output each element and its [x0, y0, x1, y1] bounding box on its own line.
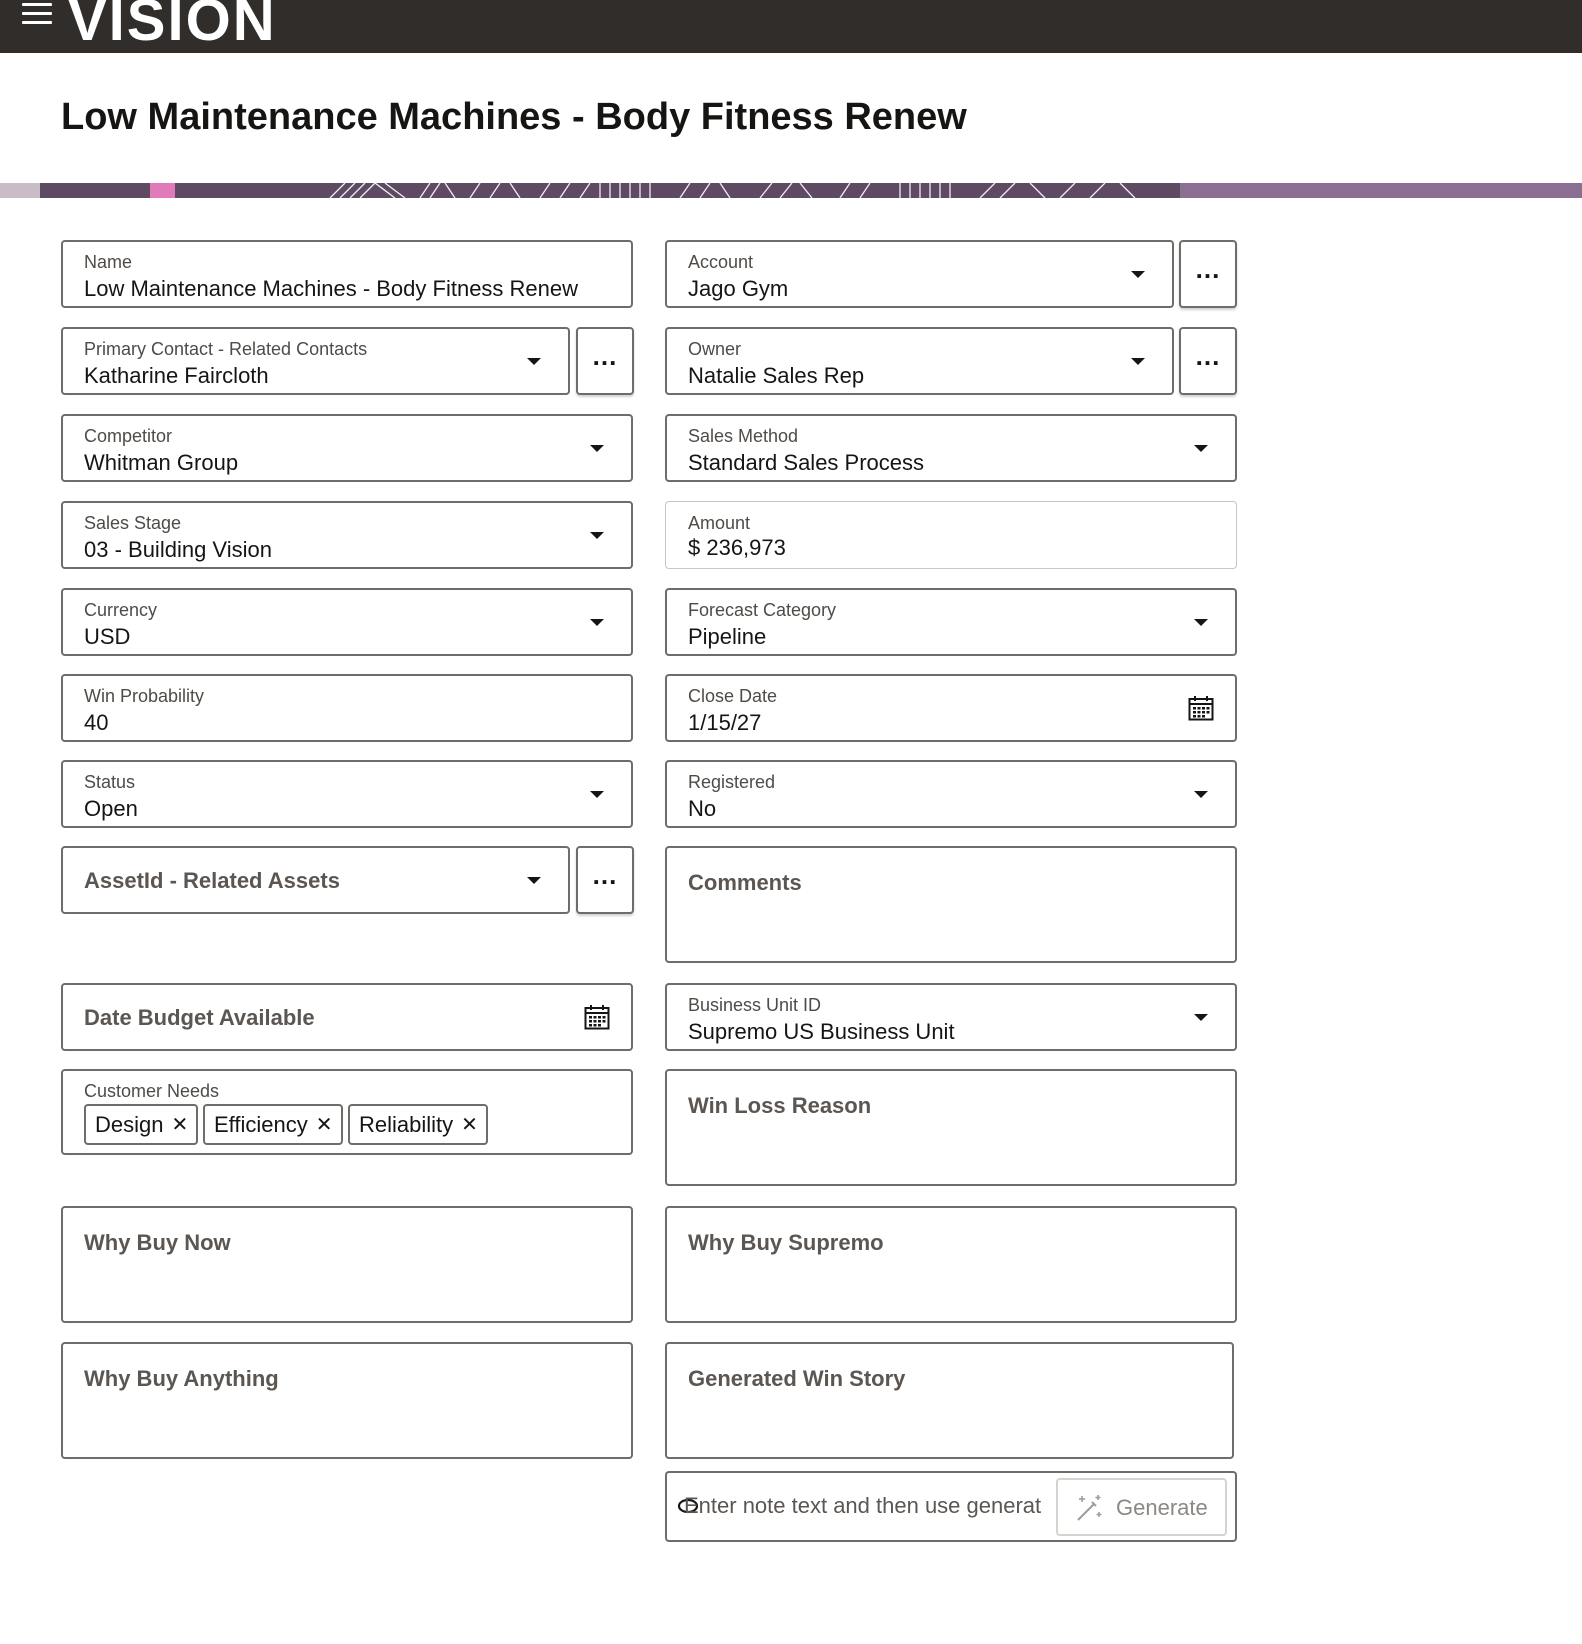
chevron-down-icon[interactable]: [1194, 619, 1208, 626]
generated-win-story-field[interactable]: [665, 1342, 1234, 1459]
why-buy-supremo-field[interactable]: [665, 1206, 1237, 1323]
close-date-label: Close Date: [688, 686, 778, 706]
owner-label: Owner: [688, 339, 742, 359]
name-value: Low Maintenance Machines - Body Fitness Renew: [84, 276, 579, 301]
currency-value: USD: [84, 624, 131, 649]
forecast-category-value: Pipeline: [688, 624, 767, 649]
registered-value: No: [688, 796, 717, 821]
status-field[interactable]: [61, 760, 633, 828]
more-icon: ...: [1195, 254, 1221, 284]
why-buy-supremo-placeholder: Why Buy Supremo: [688, 1230, 884, 1255]
win-probability-field[interactable]: [61, 674, 633, 742]
business-unit-value: Supremo US Business Unit: [688, 1019, 955, 1044]
owner-more-button[interactable]: [1179, 327, 1237, 395]
competitor-value: Whitman Group: [84, 450, 239, 475]
competitor-field[interactable]: [61, 414, 633, 482]
name-field[interactable]: [61, 240, 633, 308]
owner-field[interactable]: [665, 327, 1174, 395]
amount-value: $ 236,973: [688, 535, 786, 560]
competitor-label: Competitor: [84, 426, 173, 446]
chevron-down-icon[interactable]: [1131, 271, 1145, 278]
win-loss-reason-placeholder: Win Loss Reason: [688, 1093, 872, 1118]
business-unit-field[interactable]: [665, 983, 1237, 1051]
why-buy-now-placeholder: Why Buy Now: [84, 1230, 231, 1255]
chevron-down-icon[interactable]: [590, 445, 604, 452]
chevron-down-icon[interactable]: [590, 791, 604, 798]
more-icon: ...: [592, 341, 618, 371]
owner-value: Natalie Sales Rep: [688, 363, 865, 388]
amount-field: [665, 501, 1237, 569]
forecast-category-label: Forecast Category: [688, 600, 837, 620]
business-unit-label: Business Unit ID: [688, 995, 822, 1015]
registered-field[interactable]: [665, 760, 1237, 828]
comments-placeholder: Comments: [688, 870, 802, 895]
sales-method-field[interactable]: [665, 414, 1237, 482]
why-buy-now-field[interactable]: [61, 1206, 633, 1323]
chip-label: Efficiency: [214, 1111, 308, 1137]
generated-win-story-placeholder: Generated Win Story: [688, 1366, 906, 1391]
account-more-button[interactable]: [1179, 240, 1237, 308]
asset-id-placeholder: AssetId - Related Assets: [84, 868, 340, 893]
currency-field[interactable]: [61, 588, 633, 656]
generate-button-label: Generate: [1116, 1495, 1208, 1520]
chip-design[interactable]: [84, 1104, 198, 1145]
registered-label: Registered: [688, 772, 776, 792]
more-icon: ...: [592, 860, 618, 890]
asset-id-more-button[interactable]: [576, 846, 634, 914]
hamburger-menu-icon[interactable]: [22, 3, 52, 27]
decorative-banner: [0, 183, 1582, 198]
account-value: Jago Gym: [688, 276, 789, 301]
close-icon[interactable]: ✕: [315, 1113, 333, 1136]
app-logo: VISION: [68, 0, 277, 53]
note-input[interactable]: Enter note text and then use generat: [684, 1493, 1042, 1518]
chevron-down-icon[interactable]: [590, 619, 604, 626]
magic-wand-icon: [1074, 1493, 1104, 1523]
win-probability-label: Win Probability: [84, 686, 205, 706]
customer-needs-field[interactable]: [61, 1069, 633, 1155]
chip-label: Reliability: [359, 1111, 454, 1137]
name-label: Name: [84, 252, 133, 272]
calendar-icon[interactable]: [584, 1004, 610, 1030]
chevron-down-icon[interactable]: [1194, 445, 1208, 452]
chevron-down-icon[interactable]: [1194, 1014, 1208, 1021]
forecast-category-field[interactable]: [665, 588, 1237, 656]
win-loss-reason-field[interactable]: [665, 1069, 1237, 1186]
close-icon[interactable]: ✕: [461, 1113, 478, 1136]
why-buy-anything-placeholder: Why Buy Anything: [84, 1366, 279, 1391]
customer-needs-label: Customer Needs: [84, 1081, 220, 1101]
chevron-down-icon[interactable]: [527, 358, 541, 365]
win-probability-value: 40: [84, 710, 109, 735]
sales-method-value: Standard Sales Process: [688, 450, 925, 475]
primary-contact-value: Katharine Faircloth: [84, 363, 269, 388]
page-title: Low Maintenance Machines - Body Fitness Renew: [61, 96, 967, 138]
primary-contact-more-button[interactable]: [576, 327, 634, 395]
generate-button[interactable]: [1056, 1478, 1227, 1536]
chip-reliability[interactable]: [348, 1104, 488, 1145]
primary-contact-field[interactable]: [61, 327, 570, 395]
more-icon: ...: [1195, 341, 1221, 371]
account-label: Account: [688, 252, 754, 272]
chip-label: Design: [95, 1111, 164, 1137]
close-date-field[interactable]: [665, 674, 1237, 742]
currency-label: Currency: [84, 600, 158, 620]
top-bar: [0, 0, 1582, 53]
sales-stage-value: 03 - Building Vision: [84, 537, 272, 562]
chevron-down-icon[interactable]: [590, 532, 604, 539]
sales-stage-label: Sales Stage: [84, 513, 182, 533]
why-buy-anything-field[interactable]: [61, 1342, 633, 1459]
date-budget-available-field[interactable]: [61, 983, 633, 1051]
account-field[interactable]: [665, 240, 1174, 308]
sales-stage-field[interactable]: [61, 501, 633, 569]
chevron-down-icon[interactable]: [1131, 358, 1145, 365]
chevron-down-icon[interactable]: [527, 877, 541, 884]
status-value: Open: [84, 796, 138, 821]
primary-contact-label: Primary Contact - Related Contacts: [84, 339, 368, 359]
amount-label: Amount: [688, 513, 751, 533]
chip-efficiency[interactable]: [203, 1104, 343, 1145]
date-budget-available-placeholder: Date Budget Available: [84, 1005, 315, 1030]
comments-field[interactable]: [665, 846, 1237, 963]
close-date-value: 1/15/27: [688, 710, 762, 735]
sales-method-label: Sales Method: [688, 426, 799, 446]
asset-id-field[interactable]: [61, 846, 570, 914]
close-icon[interactable]: ✕: [171, 1113, 189, 1136]
chevron-down-icon[interactable]: [1194, 791, 1208, 798]
calendar-icon[interactable]: [1188, 695, 1214, 721]
status-label: Status: [84, 772, 136, 792]
